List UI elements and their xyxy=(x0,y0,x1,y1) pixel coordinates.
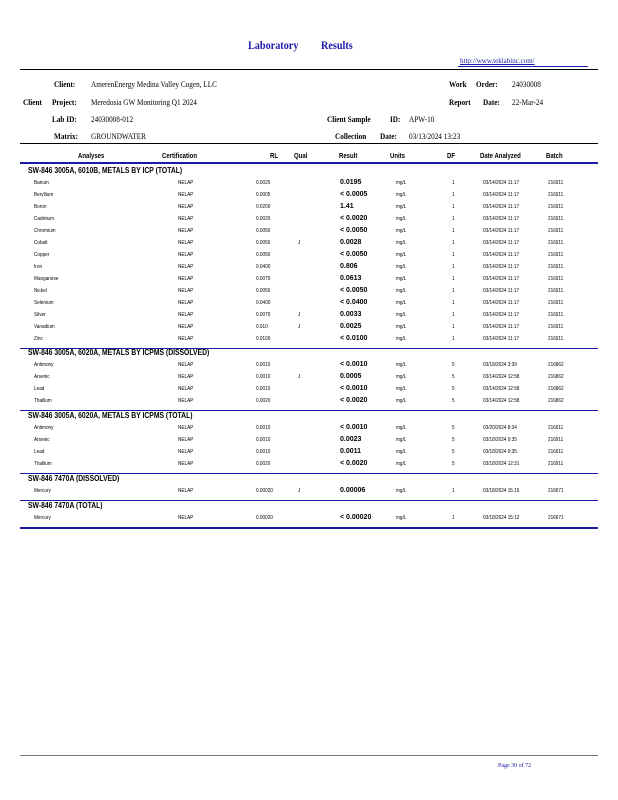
result-value: 0.0005 xyxy=(340,373,362,380)
result-value: 0.0028 xyxy=(340,239,362,246)
dilution-factor: 1 xyxy=(452,216,455,222)
reporting-limit: 0.0020 xyxy=(256,398,271,404)
analyte-name: Arsenic xyxy=(34,374,50,380)
qualifier: J xyxy=(298,324,301,330)
section-rule xyxy=(20,500,598,501)
dilution-factor: 5 xyxy=(452,386,455,392)
analyte-name: Copper xyxy=(34,252,50,258)
date-analyzed: 03/14/2024 11:17 xyxy=(483,300,520,306)
date-analyzed: 03/18/2024 0:35 xyxy=(483,437,517,443)
dilution-factor: 1 xyxy=(452,488,455,494)
title-laboratory: Laboratory xyxy=(248,38,299,52)
collection-label: Collection xyxy=(335,131,367,141)
certification: NELAP xyxy=(178,300,194,306)
reporting-limit: 0.00020 xyxy=(256,488,273,494)
table-row xyxy=(0,373,618,385)
result-value: 0.0023 xyxy=(340,436,362,443)
reporting-limit: 0.0010 xyxy=(256,362,271,368)
dilution-factor: 1 xyxy=(452,264,455,270)
result-value: 0.0613 xyxy=(340,275,362,282)
table-row xyxy=(0,287,618,299)
col-result: Result xyxy=(339,151,358,160)
sample-id-value: APW-10 xyxy=(409,114,435,124)
batch-id: 216862 xyxy=(548,374,564,380)
units: mg/L xyxy=(396,180,407,186)
dilution-factor: 5 xyxy=(452,362,455,368)
col-certification: Certification xyxy=(162,151,198,160)
certification: NELAP xyxy=(178,362,194,368)
project-value: Meredosia GW Monitoring Q1 2024 xyxy=(91,97,197,107)
table-row xyxy=(0,487,618,499)
date-analyzed: 03/14/2024 11:17 xyxy=(483,204,520,210)
dilution-factor: 1 xyxy=(452,324,455,330)
qualifier: J xyxy=(298,240,301,246)
analyte-name: Lead xyxy=(34,386,45,392)
order-label: Order: xyxy=(476,79,498,89)
order-value: 24030008 xyxy=(512,79,541,89)
table-row xyxy=(0,227,618,239)
date-analyzed: 03/14/2024 11:17 xyxy=(483,288,520,294)
reporting-limit: 0.0005 xyxy=(256,192,271,198)
units: mg/L xyxy=(396,264,407,270)
dilution-factor: 5 xyxy=(452,398,455,404)
table-row xyxy=(0,460,618,472)
table-row xyxy=(0,448,618,460)
reporting-limit: 0.0050 xyxy=(256,240,271,246)
date-analyzed: 03/14/2024 11:17 xyxy=(483,180,520,186)
batch-id: 216911 xyxy=(548,461,564,467)
dilution-factor: 1 xyxy=(452,312,455,318)
certification: NELAP xyxy=(178,425,194,431)
units: mg/L xyxy=(396,374,407,380)
analyte-name: Mercury xyxy=(34,515,51,521)
report-label: Report xyxy=(449,97,471,107)
reporting-limit: 0.0400 xyxy=(256,300,271,306)
batch-id: 216911 xyxy=(548,312,564,318)
certification: NELAP xyxy=(178,276,194,282)
result-value: 1.41 xyxy=(340,203,354,210)
date-analyzed: 03/18/2024 12:31 xyxy=(483,461,520,467)
analyte-name: Arsenic xyxy=(34,437,50,443)
analyte-name: Manganese xyxy=(34,276,59,282)
certification: NELAP xyxy=(178,252,194,258)
result-value: 0.0011 xyxy=(340,448,362,455)
result-value: < 0.0010 xyxy=(340,424,368,431)
client-sample-label: Client Sample xyxy=(327,114,371,124)
result-value: 0.0025 xyxy=(340,323,362,330)
date-analyzed: 03/18/2024 3:39 xyxy=(483,362,517,368)
website-link[interactable]: http://www.teklabinc.com/ xyxy=(460,57,535,65)
units: mg/L xyxy=(396,276,407,282)
work-label: Work xyxy=(449,79,467,89)
analyte-name: Chromium xyxy=(34,228,56,234)
section-title: SW-846 3005A, 6020A, METALS BY ICPMS (DISSOLVED) xyxy=(28,348,210,357)
date-analyzed: 03/14/2024 11:17 xyxy=(483,240,520,246)
certification: NELAP xyxy=(178,374,194,380)
date-analyzed: 03/14/2024 11:17 xyxy=(483,336,520,342)
reporting-limit: 0.0100 xyxy=(256,336,271,342)
certification: NELAP xyxy=(178,264,194,270)
section-title: SW-846 3005A, 6010B, METALS BY ICP (TOTAL) xyxy=(28,166,183,175)
certification: NELAP xyxy=(178,192,194,198)
dilution-factor: 1 xyxy=(452,228,455,234)
header-bottom-rule xyxy=(20,143,598,144)
matrix-label: Matrix: xyxy=(54,131,79,141)
section-title: SW-846 3005A, 6020A, METALS BY ICPMS (TOTAL) xyxy=(28,411,193,420)
batch-id: 216911 xyxy=(548,449,564,455)
analyte-name: Lead xyxy=(34,449,45,455)
reporting-limit: 0.0010 xyxy=(256,449,271,455)
table-row xyxy=(0,335,618,347)
batch-id: 216862 xyxy=(548,398,564,404)
date-label: Date: xyxy=(483,97,500,107)
analyte-name: Silver xyxy=(34,312,46,318)
date-analyzed: 03/14/2024 11:17 xyxy=(483,264,520,270)
dilution-factor: 1 xyxy=(452,180,455,186)
reporting-limit: 0.0020 xyxy=(256,216,271,222)
result-value: < 0.0010 xyxy=(340,385,368,392)
result-value: < 0.0020 xyxy=(340,397,368,404)
table-row xyxy=(0,191,618,203)
reporting-limit: 0.0050 xyxy=(256,252,271,258)
table-row xyxy=(0,179,618,191)
date-analyzed: 03/14/2024 12:58 xyxy=(483,386,520,392)
table-row xyxy=(0,397,618,409)
result-value: < 0.0010 xyxy=(340,361,368,368)
collection-date-label: Date: xyxy=(380,131,397,141)
certification: NELAP xyxy=(178,324,194,330)
date-analyzed: 03/18/2024 0:35 xyxy=(483,449,517,455)
result-value: < 0.0100 xyxy=(340,335,368,342)
result-value: < 0.0050 xyxy=(340,287,368,294)
reporting-limit: 0.0010 xyxy=(256,386,271,392)
reporting-limit: 0.0050 xyxy=(256,288,271,294)
units: mg/L xyxy=(396,386,407,392)
table-row xyxy=(0,275,618,287)
reporting-limit: 0.010 xyxy=(256,324,268,330)
certification: NELAP xyxy=(178,204,194,210)
analyte-name: Selenium xyxy=(34,300,54,306)
analyte-name: Mercury xyxy=(34,488,51,494)
analyte-name: Vanadium xyxy=(34,324,55,330)
analyte-name: Antimony xyxy=(34,362,54,368)
units: mg/L xyxy=(396,515,407,521)
batch-id: 216911 xyxy=(548,240,564,246)
analyte-name: Cobalt xyxy=(34,240,48,246)
units: mg/L xyxy=(396,240,407,246)
batch-id: 216862 xyxy=(548,386,564,392)
matrix-value: GROUNDWATER xyxy=(91,131,146,141)
batch-id: 216911 xyxy=(548,324,564,330)
lab-id-label: Lab ID: xyxy=(52,114,77,124)
certification: NELAP xyxy=(178,312,194,318)
batch-id: 216911 xyxy=(548,228,564,234)
reporting-limit: 0.0070 xyxy=(256,312,271,318)
reporting-limit: 0.0020 xyxy=(256,461,271,467)
column-header-rule xyxy=(20,162,598,164)
analyte-name: Barium xyxy=(34,180,49,186)
table-row xyxy=(0,311,618,323)
footer-rule xyxy=(20,755,598,756)
reporting-limit: 0.0070 xyxy=(256,276,271,282)
result-value: 0.0033 xyxy=(340,311,362,318)
batch-id: 216911 xyxy=(548,204,564,210)
table-row xyxy=(0,215,618,227)
batch-id: 216911 xyxy=(548,192,564,198)
units: mg/L xyxy=(396,204,407,210)
client-project-label: Client xyxy=(23,97,42,107)
qualifier: J xyxy=(298,374,301,380)
date-analyzed: 03/14/2024 12:58 xyxy=(483,398,520,404)
date-analyzed: 03/14/2024 12:58 xyxy=(483,374,520,380)
result-value: < 0.0050 xyxy=(340,227,368,234)
table-row xyxy=(0,361,618,373)
batch-id: 216911 xyxy=(548,437,564,443)
reporting-limit: 0.0010 xyxy=(256,425,271,431)
date-analyzed: 03/14/2024 11:17 xyxy=(483,324,520,330)
dilution-factor: 5 xyxy=(452,437,455,443)
units: mg/L xyxy=(396,216,407,222)
batch-id: 216671 xyxy=(548,515,564,521)
certification: NELAP xyxy=(178,228,194,234)
result-value: 0.806 xyxy=(340,263,358,270)
project-label: Project: xyxy=(52,97,77,107)
table-row xyxy=(0,323,618,335)
units: mg/L xyxy=(396,449,407,455)
url-underline xyxy=(458,66,588,67)
analyte-name: Nickel xyxy=(34,288,47,294)
units: mg/L xyxy=(396,488,407,494)
col-qual: Qual xyxy=(294,151,308,160)
col-df: DF xyxy=(447,151,455,160)
header-top-rule xyxy=(20,69,598,70)
certification: NELAP xyxy=(178,336,194,342)
result-value: < 0.0020 xyxy=(340,460,368,467)
dilution-factor: 1 xyxy=(452,204,455,210)
col-units: Units xyxy=(390,151,405,160)
units: mg/L xyxy=(396,336,407,342)
dilution-factor: 1 xyxy=(452,252,455,258)
reporting-limit: 0.0010 xyxy=(256,437,271,443)
table-row xyxy=(0,239,618,251)
batch-id: 216911 xyxy=(548,276,564,282)
analyte-name: Boron xyxy=(34,204,47,210)
client-value: AmerenEnergy Medina Valley Cogen, LLC xyxy=(91,79,217,89)
result-value: < 0.0020 xyxy=(340,215,368,222)
reporting-limit: 0.0025 xyxy=(256,180,271,186)
client-label: Client: xyxy=(54,79,76,89)
units: mg/L xyxy=(396,192,407,198)
batch-id: 216911 xyxy=(548,336,564,342)
col-batch: Batch xyxy=(546,151,563,160)
analyte-name: Cadmium xyxy=(34,216,55,222)
batch-id: 216911 xyxy=(548,264,564,270)
date-analyzed: 03/14/2024 11:17 xyxy=(483,312,520,318)
units: mg/L xyxy=(396,312,407,318)
analyte-name: Thallium xyxy=(34,461,52,467)
date-analyzed: 03/14/2024 11:17 xyxy=(483,192,520,198)
section-title: SW-846 7470A (DISSOLVED) xyxy=(28,474,120,483)
table-row xyxy=(0,251,618,263)
date-analyzed: 03/18/2024 15:15 xyxy=(483,488,520,494)
batch-id: 216671 xyxy=(548,488,564,494)
dilution-factor: 1 xyxy=(452,300,455,306)
result-value: < 0.0005 xyxy=(340,191,368,198)
dilution-factor: 5 xyxy=(452,461,455,467)
batch-id: 216862 xyxy=(548,362,564,368)
certification: NELAP xyxy=(178,288,194,294)
reporting-limit: 0.0050 xyxy=(256,228,271,234)
qualifier: J xyxy=(298,488,301,494)
batch-id: 216911 xyxy=(548,425,564,431)
certification: NELAP xyxy=(178,461,194,467)
certification: NELAP xyxy=(178,216,194,222)
units: mg/L xyxy=(396,300,407,306)
col-analyses: Analyses xyxy=(78,151,105,160)
dilution-factor: 1 xyxy=(452,240,455,246)
batch-id: 216911 xyxy=(548,180,564,186)
certification: NELAP xyxy=(178,386,194,392)
result-value: < 0.0400 xyxy=(340,299,368,306)
date-analyzed: 03/20/2024 8:34 xyxy=(483,425,517,431)
result-value: < 0.00020 xyxy=(340,514,372,521)
dilution-factor: 1 xyxy=(452,192,455,198)
result-value: 0.0195 xyxy=(340,179,362,186)
date-analyzed: 03/14/2024 11:17 xyxy=(483,276,520,282)
col-date-analyzed: Date Analyzed xyxy=(480,151,521,160)
qualifier: J xyxy=(298,312,301,318)
dilution-factor: 5 xyxy=(452,449,455,455)
units: mg/L xyxy=(396,461,407,467)
table-row xyxy=(0,299,618,311)
certification: NELAP xyxy=(178,180,194,186)
table-row xyxy=(0,385,618,397)
reporting-limit: 0.0010 xyxy=(256,374,271,380)
batch-id: 216911 xyxy=(548,216,564,222)
date-analyzed: 03/14/2024 11:17 xyxy=(483,216,520,222)
dilution-factor: 5 xyxy=(452,425,455,431)
units: mg/L xyxy=(396,288,407,294)
collection-date-value: 03/13/2024 13:23 xyxy=(409,131,461,141)
date-analyzed: 03/18/2024 15:12 xyxy=(483,515,520,521)
certification: NELAP xyxy=(178,240,194,246)
certification: NELAP xyxy=(178,515,194,521)
date-analyzed: 03/14/2024 11:17 xyxy=(483,252,520,258)
dilution-factor: 5 xyxy=(452,374,455,380)
reporting-limit: 0.00020 xyxy=(256,515,273,521)
table-row xyxy=(0,514,618,526)
analyte-name: Zinc xyxy=(34,336,43,342)
result-value: < 0.0050 xyxy=(340,251,368,258)
certification: NELAP xyxy=(178,488,194,494)
dilution-factor: 1 xyxy=(452,276,455,282)
dilution-factor: 1 xyxy=(452,515,455,521)
reporting-limit: 0.0200 xyxy=(256,204,271,210)
units: mg/L xyxy=(396,362,407,368)
batch-id: 216911 xyxy=(548,300,564,306)
units: mg/L xyxy=(396,398,407,404)
analyte-name: Iron xyxy=(34,264,43,270)
units: mg/L xyxy=(396,324,407,330)
certification: NELAP xyxy=(178,449,194,455)
page-number: Page 30 of 72 xyxy=(498,763,532,769)
batch-id: 216911 xyxy=(548,288,564,294)
units: mg/L xyxy=(396,437,407,443)
certification: NELAP xyxy=(178,398,194,404)
certification: NELAP xyxy=(178,437,194,443)
reporting-limit: 0.0400 xyxy=(256,264,271,270)
lab-id-value: 24030008-012 xyxy=(91,114,134,124)
title-results: Results xyxy=(321,38,353,52)
analyte-name: Antimony xyxy=(34,425,54,431)
batch-id: 216911 xyxy=(548,252,564,258)
units: mg/L xyxy=(396,425,407,431)
result-value: 0.00006 xyxy=(340,487,366,494)
section-title: SW-846 7470A (TOTAL) xyxy=(28,501,103,510)
id-label: ID: xyxy=(390,114,401,124)
table-row xyxy=(0,424,618,436)
date-analyzed: 03/14/2024 11:17 xyxy=(483,228,520,234)
units: mg/L xyxy=(396,228,407,234)
dilution-factor: 1 xyxy=(452,336,455,342)
table-row xyxy=(0,436,618,448)
analyte-name: Beryllium xyxy=(34,192,54,198)
analyte-name: Thallium xyxy=(34,398,52,404)
report-date-value: 22-Mar-24 xyxy=(512,97,544,107)
units: mg/L xyxy=(396,252,407,258)
table-row xyxy=(0,263,618,275)
dilution-factor: 1 xyxy=(452,288,455,294)
section-rule xyxy=(20,527,598,529)
col-rl: RL xyxy=(270,151,278,160)
table-row xyxy=(0,203,618,215)
